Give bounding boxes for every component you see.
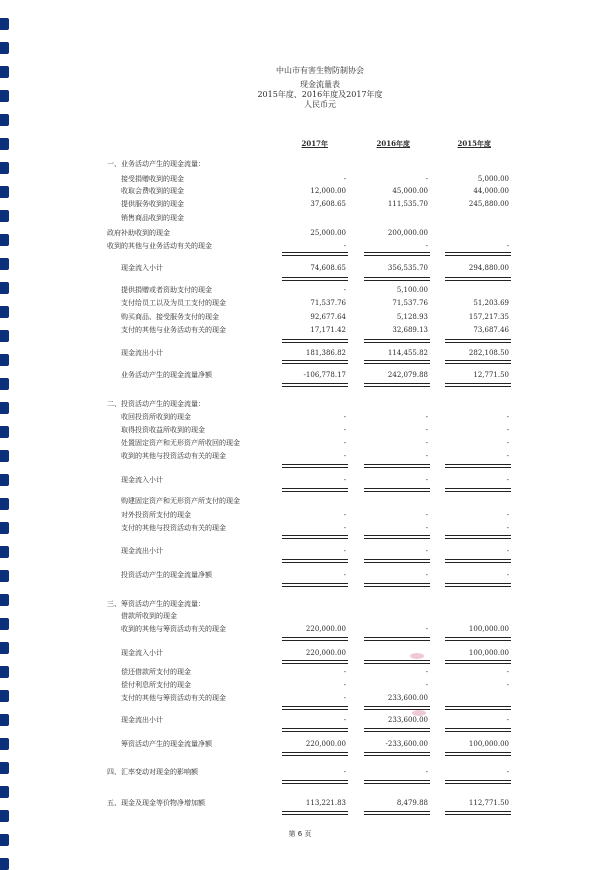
total-rule xyxy=(364,811,430,812)
row-value: - xyxy=(506,547,509,555)
row-value: 282,108.50 xyxy=(468,349,509,357)
row-value: - xyxy=(506,476,509,484)
row-value: - xyxy=(506,768,509,776)
row-value: 220,000.00 xyxy=(305,625,346,633)
statement-period: 2015年度、2016年度及2017年度 xyxy=(257,90,383,99)
total-rule xyxy=(445,640,511,641)
total-rule xyxy=(282,559,348,560)
total-rule xyxy=(445,386,511,387)
total-rule xyxy=(445,783,511,784)
total-rule xyxy=(445,731,511,732)
row-value: - xyxy=(343,768,346,776)
row-value: - xyxy=(425,668,428,676)
row-label: 现金流入小计 xyxy=(121,649,163,657)
row-label: 投资活动产生的现金流量净额 xyxy=(121,571,212,579)
row-value: 5,128.93 xyxy=(396,313,428,321)
row-value: - xyxy=(343,694,346,702)
row-value: - xyxy=(343,426,346,434)
total-rule xyxy=(282,491,348,492)
row-label: 提供服务收到的现金 xyxy=(121,200,184,208)
row-value: 44,000.00 xyxy=(473,187,509,195)
row-value: - xyxy=(506,668,509,676)
total-rule xyxy=(282,467,348,468)
total-rule xyxy=(445,583,511,584)
row-value: 17,171.42 xyxy=(310,326,346,334)
total-rule xyxy=(445,559,511,560)
row-value: 245,880.00 xyxy=(468,200,509,208)
row-value: - xyxy=(425,413,428,421)
row-value: - xyxy=(343,286,346,294)
row-value: - xyxy=(343,668,346,676)
total-rule xyxy=(282,731,348,732)
total-rule xyxy=(445,752,511,753)
total-rule xyxy=(282,783,348,784)
row-value: - xyxy=(425,452,428,460)
column-header-2016: 2016年度 xyxy=(376,139,410,148)
row-label: 取得投资收益所收到的现金 xyxy=(121,426,205,434)
total-rule xyxy=(445,488,511,489)
row-value: 157,217.35 xyxy=(468,313,509,321)
statement-title: 现金流量表 xyxy=(300,80,340,89)
total-rule xyxy=(445,811,511,812)
row-label: 收到的其他与投资活动有关的现金 xyxy=(121,452,226,460)
row-value: 45,000.00 xyxy=(392,187,428,195)
row-label: 收到的其他与业务活动有关的现金 xyxy=(107,242,212,250)
total-rule xyxy=(445,339,511,340)
row-label: 接受捐赠收到的现金 xyxy=(121,175,184,183)
row-value: 71,537.76 xyxy=(392,299,428,307)
total-rule xyxy=(282,538,348,539)
row-value: - xyxy=(343,452,346,460)
total-rule xyxy=(282,586,348,587)
total-rule xyxy=(364,538,430,539)
total-rule xyxy=(445,637,511,638)
total-rule xyxy=(282,363,348,364)
row-value: 12,000.00 xyxy=(310,187,346,195)
total-rule xyxy=(364,783,430,784)
row-value: 111,535.70 xyxy=(387,200,428,208)
row-label: 现金流出小计 xyxy=(121,716,163,724)
row-label: 对外投资所支付的现金 xyxy=(121,511,191,519)
total-rule xyxy=(282,755,348,756)
row-value: 74,608.65 xyxy=(310,264,346,272)
total-rule xyxy=(364,660,430,661)
seal-mark xyxy=(410,653,424,659)
total-rule xyxy=(445,360,511,361)
row-label: 现金流入小计 xyxy=(121,476,163,484)
total-rule xyxy=(364,467,430,468)
total-rule xyxy=(445,383,511,384)
column-header-2017: 2017年 xyxy=(301,139,328,148)
row-label: 现金流入小计 xyxy=(121,264,163,272)
row-value: 200,000.00 xyxy=(387,229,428,237)
total-rule xyxy=(364,342,430,343)
row-value: - xyxy=(506,413,509,421)
row-value: - xyxy=(506,524,509,532)
total-rule xyxy=(364,562,430,563)
row-value: 73,687.46 xyxy=(473,326,509,334)
row-value: - xyxy=(343,716,346,724)
total-rule xyxy=(364,386,430,387)
total-rule xyxy=(364,637,430,638)
row-value: - xyxy=(343,571,346,579)
total-rule xyxy=(364,780,430,781)
total-rule xyxy=(282,752,348,753)
row-label: 借款所收到的现金 xyxy=(121,612,177,620)
row-value: - xyxy=(425,625,428,633)
total-rule xyxy=(445,586,511,587)
total-rule xyxy=(282,280,348,281)
total-rule xyxy=(364,252,430,253)
seal-mark xyxy=(412,710,426,716)
total-rule xyxy=(445,255,511,256)
row-value: - xyxy=(343,681,346,689)
total-rule xyxy=(445,660,511,661)
row-value: - xyxy=(506,452,509,460)
row-label: 支付的其他与投资活动有关的现金 xyxy=(121,524,226,532)
page-number: 第 6 页 xyxy=(288,830,312,838)
total-rule xyxy=(364,488,430,489)
total-rule xyxy=(364,491,430,492)
row-value: - xyxy=(506,242,509,250)
total-rule xyxy=(282,386,348,387)
row-label: 购买商品、接受服务支付的现金 xyxy=(121,313,219,321)
total-rule xyxy=(282,728,348,729)
total-rule xyxy=(445,663,511,664)
row-value: 356,535.70 xyxy=(387,264,428,272)
total-rule xyxy=(364,731,430,732)
row-value: - xyxy=(425,476,428,484)
row-value: 5,000.00 xyxy=(477,175,509,183)
row-label: 销售商品收到的现金 xyxy=(121,214,184,222)
total-rule xyxy=(364,535,430,536)
total-rule xyxy=(364,559,430,560)
row-label: 五、现金及现金等价物净增加额 xyxy=(107,799,205,807)
row-value: - xyxy=(425,175,428,183)
total-rule xyxy=(282,535,348,536)
total-rule xyxy=(364,255,430,256)
row-label: 偿还借款所支付的现金 xyxy=(121,668,191,676)
total-rule xyxy=(282,709,348,710)
row-value: - xyxy=(343,413,346,421)
row-value: - xyxy=(425,426,428,434)
row-value: - xyxy=(506,716,509,724)
row-value: - xyxy=(506,439,509,447)
total-rule xyxy=(445,755,511,756)
row-value: 114,455.82 xyxy=(387,349,428,357)
total-rule xyxy=(282,562,348,563)
total-rule xyxy=(282,583,348,584)
total-rule xyxy=(282,814,348,815)
total-rule xyxy=(445,728,511,729)
total-rule xyxy=(364,383,430,384)
total-rule xyxy=(445,538,511,539)
row-label: 三、筹资活动产生的现金流量： xyxy=(107,600,205,608)
row-label: 处置固定资产和无形资产所收回的现金 xyxy=(121,439,240,447)
total-rule xyxy=(445,709,511,710)
row-value: - xyxy=(506,511,509,519)
total-rule xyxy=(282,663,348,664)
row-label: 收回投资所收到的现金 xyxy=(121,413,191,421)
row-label: 支付的其他与筹资活动有关的现金 xyxy=(121,694,226,702)
total-rule xyxy=(282,811,348,812)
row-value: - xyxy=(425,547,428,555)
row-value: 100,000.00 xyxy=(468,625,509,633)
total-rule xyxy=(445,706,511,707)
row-value: - xyxy=(506,426,509,434)
total-rule xyxy=(282,339,348,340)
total-rule xyxy=(364,755,430,756)
total-rule xyxy=(445,277,511,278)
total-rule xyxy=(445,491,511,492)
row-label: 购建固定资产和无形资产所支付的现金 xyxy=(121,497,240,505)
total-rule xyxy=(282,640,348,641)
row-value: 100,000.00 xyxy=(468,740,509,748)
row-label: 支付的其他与业务活动有关的现金 xyxy=(121,326,226,334)
row-value: - xyxy=(343,524,346,532)
row-value: - xyxy=(425,439,428,447)
row-value: 112,771.50 xyxy=(468,799,509,807)
row-value: 5,100.00 xyxy=(396,286,428,294)
total-rule xyxy=(282,464,348,465)
row-label: 偿付利息所支付的现金 xyxy=(121,681,191,689)
total-rule xyxy=(282,360,348,361)
organization-name: 中山市有害生物防制协会 xyxy=(276,66,364,75)
row-value: - xyxy=(425,242,428,250)
row-value: - xyxy=(506,571,509,579)
total-rule xyxy=(282,488,348,489)
total-rule xyxy=(364,663,430,664)
total-rule xyxy=(445,467,511,468)
row-value: - xyxy=(425,571,428,579)
column-header-2015: 2015年度 xyxy=(457,139,491,148)
total-rule xyxy=(282,660,348,661)
total-rule xyxy=(445,280,511,281)
row-value: 233,600.00 xyxy=(387,716,428,724)
total-rule xyxy=(282,277,348,278)
row-label: 支付给员工以及为员工支付的现金 xyxy=(121,299,226,307)
row-value: -106,778.17 xyxy=(303,371,346,379)
total-rule xyxy=(445,464,511,465)
row-value: - xyxy=(425,768,428,776)
row-label: 四、汇率变动对现金的影响额 xyxy=(107,768,198,776)
row-value: 294,880.00 xyxy=(468,264,509,272)
row-value: 12,771.50 xyxy=(473,371,509,379)
total-rule xyxy=(282,637,348,638)
row-value: 25,000.00 xyxy=(310,229,346,237)
row-value: 8,479.88 xyxy=(396,799,428,807)
total-rule xyxy=(445,252,511,253)
total-rule xyxy=(364,706,430,707)
row-value: - xyxy=(343,547,346,555)
row-value: -233,600.00 xyxy=(385,740,428,748)
total-rule xyxy=(445,342,511,343)
total-rule xyxy=(445,535,511,536)
row-value: 100,000.00 xyxy=(468,649,509,657)
total-rule xyxy=(364,280,430,281)
total-rule xyxy=(445,780,511,781)
row-value: - xyxy=(506,681,509,689)
row-value: - xyxy=(425,524,428,532)
total-rule xyxy=(445,562,511,563)
total-rule xyxy=(364,586,430,587)
row-value: 242,079.88 xyxy=(387,371,428,379)
row-label: 现金流出小计 xyxy=(121,547,163,555)
row-value: 37,608.65 xyxy=(310,200,346,208)
total-rule xyxy=(364,339,430,340)
total-rule xyxy=(364,640,430,641)
row-value: - xyxy=(343,439,346,447)
row-label: 收到的其他与筹资活动有关的现金 xyxy=(121,625,226,633)
row-label: 二、投资活动产生的现金流量： xyxy=(107,400,205,408)
total-rule xyxy=(282,252,348,253)
total-rule xyxy=(364,752,430,753)
total-rule xyxy=(282,706,348,707)
row-label: 提供捐赠或者资助支付的现金 xyxy=(121,286,212,294)
total-rule xyxy=(364,814,430,815)
row-value: 113,221.83 xyxy=(305,799,346,807)
row-value: 32,689.13 xyxy=(392,326,428,334)
row-value: 181,386.82 xyxy=(305,349,346,357)
total-rule xyxy=(282,255,348,256)
total-rule xyxy=(364,464,430,465)
row-value: - xyxy=(343,242,346,250)
row-value: 220,000.00 xyxy=(305,649,346,657)
row-label: 收取会费收到的现金 xyxy=(121,187,184,195)
total-rule xyxy=(364,363,430,364)
total-rule xyxy=(282,383,348,384)
row-label: 业务活动产生的现金流量净额 xyxy=(121,371,212,379)
row-value: - xyxy=(343,476,346,484)
row-value: - xyxy=(425,511,428,519)
row-value: 71,537.76 xyxy=(310,299,346,307)
total-rule xyxy=(445,363,511,364)
row-value: 51,203.69 xyxy=(473,299,509,307)
total-rule xyxy=(445,814,511,815)
row-value: - xyxy=(343,511,346,519)
total-rule xyxy=(364,277,430,278)
row-value: 233,600.00 xyxy=(387,694,428,702)
total-rule xyxy=(364,583,430,584)
row-value: 92,677.64 xyxy=(310,313,346,321)
total-rule xyxy=(282,342,348,343)
row-label: 现金流出小计 xyxy=(121,349,163,357)
total-rule xyxy=(364,728,430,729)
currency-unit: 人民币元 xyxy=(304,100,336,109)
total-rule xyxy=(364,360,430,361)
row-label: 政府补助收到的现金 xyxy=(107,229,170,237)
row-label: 筹资活动产生的现金流量净额 xyxy=(121,740,212,748)
total-rule xyxy=(282,780,348,781)
row-value: - xyxy=(343,175,346,183)
row-value: - xyxy=(425,681,428,689)
row-value: 220,000.00 xyxy=(305,740,346,748)
row-label: 一、业务活动产生的现金流量： xyxy=(107,160,205,168)
